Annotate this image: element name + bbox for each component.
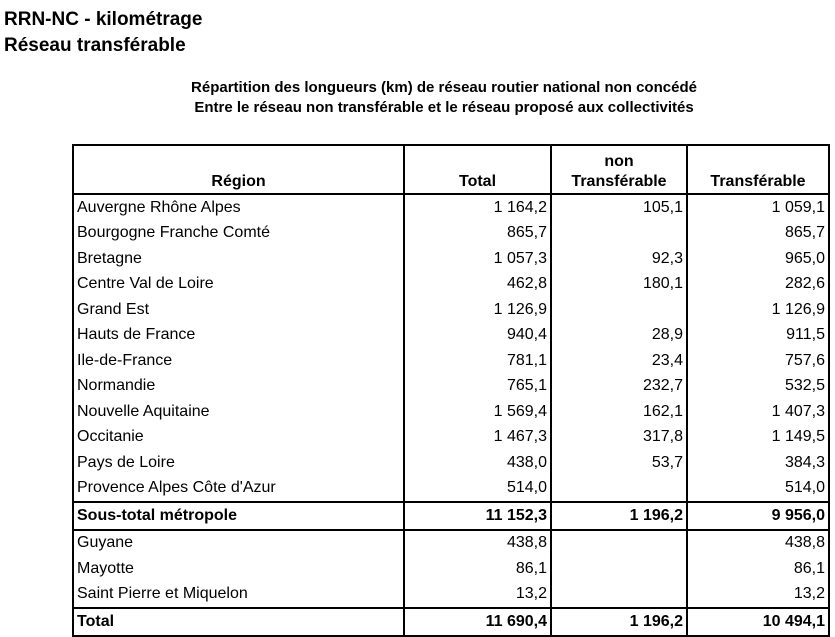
cell-non-transferable: 232,7 bbox=[551, 374, 687, 400]
table-header-row bbox=[73, 145, 829, 194]
cell-region: Bretagne bbox=[73, 246, 404, 272]
cell-non-transferable: 105,1 bbox=[551, 194, 687, 221]
cell-total: 11 152,3 bbox=[404, 502, 551, 530]
header-non-transferable-top: non bbox=[604, 153, 634, 170]
cell-transferable: 911,5 bbox=[687, 323, 829, 349]
cell-total: 1 057,3 bbox=[404, 246, 551, 272]
cell-total: 11 690,4 bbox=[404, 608, 551, 636]
table-row bbox=[73, 246, 829, 272]
header-region: Région bbox=[73, 145, 404, 194]
cell-transferable: 1 149,5 bbox=[687, 425, 829, 451]
table-row bbox=[73, 374, 829, 400]
cell-non-transferable: 28,9 bbox=[551, 323, 687, 349]
cell-region: Occitanie bbox=[73, 425, 404, 451]
table-row bbox=[73, 348, 829, 374]
table-row bbox=[73, 272, 829, 298]
cell-region: Provence Alpes Côte d'Azur bbox=[73, 476, 404, 503]
cell-total: 940,4 bbox=[404, 323, 551, 349]
cell-non-transferable bbox=[551, 476, 687, 503]
cell-total: 438,0 bbox=[404, 450, 551, 476]
table-row bbox=[73, 323, 829, 349]
cell-region: Ile-de-France bbox=[73, 348, 404, 374]
cell-region: Guyane bbox=[73, 530, 404, 557]
cell-non-transferable bbox=[551, 556, 687, 582]
cell-total: 86,1 bbox=[404, 556, 551, 582]
cell-transferable: 13,2 bbox=[687, 582, 829, 609]
cell-region: Sous-total métropole bbox=[73, 502, 404, 530]
table-row bbox=[73, 297, 829, 323]
cell-transferable: 9 956,0 bbox=[687, 502, 829, 530]
cell-non-transferable: 53,7 bbox=[551, 450, 687, 476]
header-non-transferable-bottom: Transférable bbox=[571, 173, 667, 190]
cell-region: Grand Est bbox=[73, 297, 404, 323]
cell-region: Pays de Loire bbox=[73, 450, 404, 476]
table-row bbox=[73, 450, 829, 476]
cell-transferable: 86,1 bbox=[687, 556, 829, 582]
cell-non-transferable bbox=[551, 297, 687, 323]
cell-region: Bourgogne Franche Comté bbox=[73, 221, 404, 247]
cell-region: Nouvelle Aquitaine bbox=[73, 399, 404, 425]
cell-non-transferable: 23,4 bbox=[551, 348, 687, 374]
table-row bbox=[73, 425, 829, 451]
cell-total: 1 126,9 bbox=[404, 297, 551, 323]
cell-total: 865,7 bbox=[404, 221, 551, 247]
cell-total: 781,1 bbox=[404, 348, 551, 374]
cell-total: 514,0 bbox=[404, 476, 551, 503]
table-body bbox=[73, 194, 829, 636]
table-row bbox=[73, 582, 829, 609]
cell-region: Auvergne Rhône Alpes bbox=[73, 194, 404, 221]
cell-transferable: 865,7 bbox=[687, 221, 829, 247]
cell-total: 438,8 bbox=[404, 530, 551, 557]
cell-non-transferable bbox=[551, 582, 687, 609]
grand-total-row bbox=[73, 608, 829, 636]
cell-transferable: 10 494,1 bbox=[687, 608, 829, 636]
cell-non-transferable: 180,1 bbox=[551, 272, 687, 298]
cell-non-transferable: 92,3 bbox=[551, 246, 687, 272]
cell-region: Mayotte bbox=[73, 556, 404, 582]
cell-non-transferable bbox=[551, 221, 687, 247]
table-row bbox=[73, 399, 829, 425]
cell-total: 1 569,4 bbox=[404, 399, 551, 425]
table-row bbox=[73, 476, 829, 503]
subtotal-row bbox=[73, 502, 829, 530]
table-row bbox=[73, 194, 829, 221]
page-subtitle: Réseau transférable bbox=[4, 35, 186, 56]
cell-transferable: 282,6 bbox=[687, 272, 829, 298]
header-transferable: Transférable bbox=[687, 145, 829, 194]
cell-transferable: 1 126,9 bbox=[687, 297, 829, 323]
cell-region: Centre Val de Loire bbox=[73, 272, 404, 298]
cell-region: Total bbox=[73, 608, 404, 636]
road-length-table bbox=[72, 144, 830, 637]
cell-transferable: 757,6 bbox=[687, 348, 829, 374]
cell-transferable: 965,0 bbox=[687, 246, 829, 272]
page-title: RRN-NC - kilométrage bbox=[4, 9, 203, 30]
cell-transferable: 514,0 bbox=[687, 476, 829, 503]
header-total: Total bbox=[404, 145, 551, 194]
cell-transferable: 532,5 bbox=[687, 374, 829, 400]
table-row bbox=[73, 530, 829, 557]
cell-total: 1 164,2 bbox=[404, 194, 551, 221]
cell-non-transferable: 317,8 bbox=[551, 425, 687, 451]
cell-total: 13,2 bbox=[404, 582, 551, 609]
cell-non-transferable: 1 196,2 bbox=[551, 502, 687, 530]
cell-transferable: 438,8 bbox=[687, 530, 829, 557]
table-caption-line2: Entre le réseau non transférable et le réseau proposé aux collectivités bbox=[194, 99, 694, 116]
cell-total: 462,8 bbox=[404, 272, 551, 298]
header-non-transferable bbox=[551, 145, 687, 194]
cell-region: Saint Pierre et Miquelon bbox=[73, 582, 404, 609]
cell-transferable: 384,3 bbox=[687, 450, 829, 476]
cell-region: Normandie bbox=[73, 374, 404, 400]
cell-total: 765,1 bbox=[404, 374, 551, 400]
table-row bbox=[73, 221, 829, 247]
cell-total: 1 467,3 bbox=[404, 425, 551, 451]
cell-non-transferable: 1 196,2 bbox=[551, 608, 687, 636]
cell-transferable: 1 407,3 bbox=[687, 399, 829, 425]
table-caption-line1: Répartition des longueurs (km) de réseau routier national non concédé bbox=[191, 79, 697, 96]
table-row bbox=[73, 556, 829, 582]
cell-region: Hauts de France bbox=[73, 323, 404, 349]
cell-non-transferable: 162,1 bbox=[551, 399, 687, 425]
cell-transferable: 1 059,1 bbox=[687, 194, 829, 221]
cell-non-transferable bbox=[551, 530, 687, 557]
